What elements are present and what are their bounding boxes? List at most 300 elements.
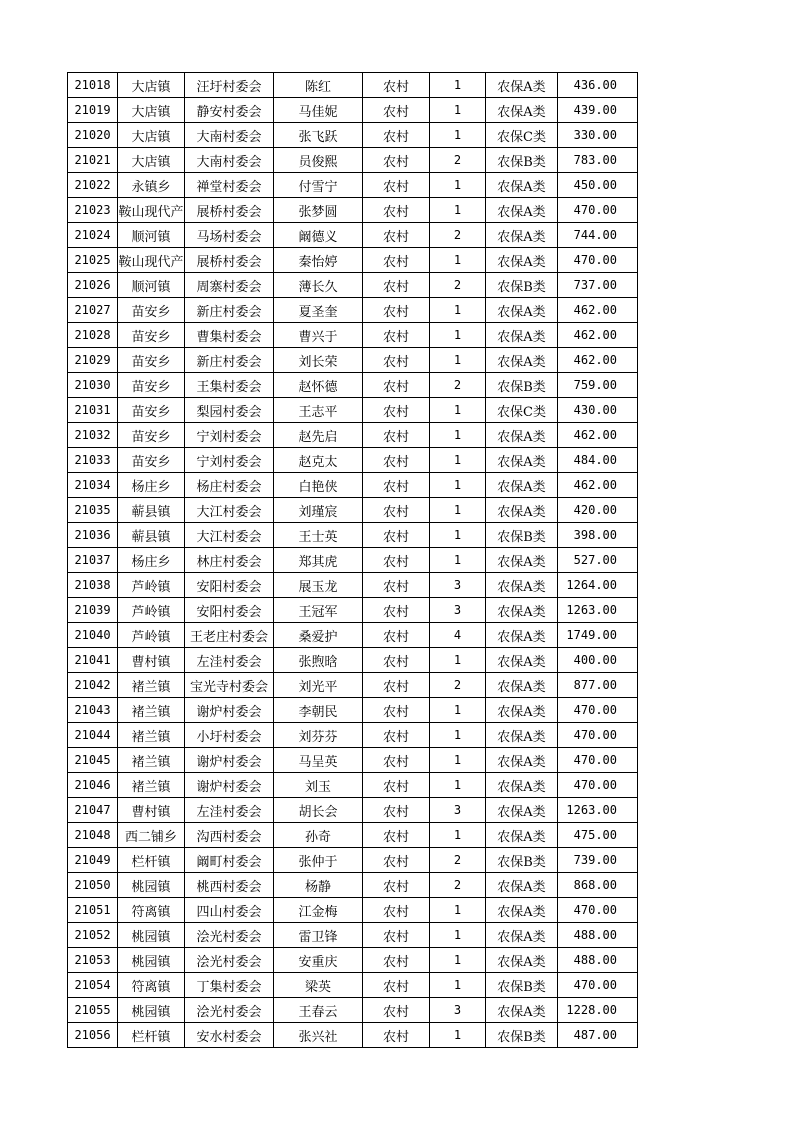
household-count-cell: 1: [430, 1023, 486, 1048]
village-committee-cell: 展桥村委会: [185, 248, 274, 273]
amount-cell: 484.00: [558, 448, 638, 473]
insurance-class-cell: 农保A类: [486, 323, 558, 348]
amount-cell: 436.00: [558, 73, 638, 98]
name-cell: 马佳妮: [274, 98, 363, 123]
household-count-cell: 2: [430, 673, 486, 698]
area-type-cell: 农村: [363, 673, 430, 698]
name-cell: 江金梅: [274, 898, 363, 923]
township-cell: 褚兰镇: [118, 748, 185, 773]
name-cell: 孙奇: [274, 823, 363, 848]
table-row: [68, 473, 638, 498]
insurance-class-cell: 农保A类: [486, 623, 558, 648]
name-cell: 陈红: [274, 73, 363, 98]
insurance-class-cell: 农保B类: [486, 148, 558, 173]
area-type-cell: 农村: [363, 123, 430, 148]
insurance-class-cell: 农保A类: [486, 723, 558, 748]
household-count-cell: 1: [430, 973, 486, 998]
table-row: [68, 323, 638, 348]
name-cell: 员俊熙: [274, 148, 363, 173]
table-row: [68, 623, 638, 648]
record-id-cell: 21049: [68, 848, 118, 873]
township-cell: 鞍山现代产: [118, 248, 185, 273]
insurance-class-cell: 农保B类: [486, 373, 558, 398]
table-row: [68, 898, 638, 923]
village-committee-cell: 安水村委会: [185, 1023, 274, 1048]
area-type-cell: 农村: [363, 723, 430, 748]
area-type-cell: 农村: [363, 873, 430, 898]
amount-cell: 450.00: [558, 173, 638, 198]
amount-cell: 737.00: [558, 273, 638, 298]
name-cell: 胡长会: [274, 798, 363, 823]
table-row: [68, 673, 638, 698]
record-id-cell: 21037: [68, 548, 118, 573]
village-committee-cell: 杨庄村委会: [185, 473, 274, 498]
village-committee-cell: 周寨村委会: [185, 273, 274, 298]
household-count-cell: 2: [430, 273, 486, 298]
household-count-cell: 3: [430, 573, 486, 598]
insurance-class-cell: 农保A类: [486, 73, 558, 98]
village-committee-cell: 马场村委会: [185, 223, 274, 248]
table-row: [68, 223, 638, 248]
insurance-class-cell: 农保A类: [486, 448, 558, 473]
name-cell: 秦怡婷: [274, 248, 363, 273]
amount-cell: 739.00: [558, 848, 638, 873]
record-id-cell: 21046: [68, 773, 118, 798]
amount-cell: 462.00: [558, 348, 638, 373]
village-committee-cell: 汪圩村委会: [185, 73, 274, 98]
table-row: [68, 823, 638, 848]
area-type-cell: 农村: [363, 573, 430, 598]
township-cell: 大店镇: [118, 98, 185, 123]
name-cell: 杨静: [274, 873, 363, 898]
record-id-cell: 21026: [68, 273, 118, 298]
village-committee-cell: 宁刘村委会: [185, 448, 274, 473]
household-count-cell: 1: [430, 423, 486, 448]
name-cell: 安重庆: [274, 948, 363, 973]
insurance-class-cell: 农保B类: [486, 273, 558, 298]
table-body: [68, 73, 638, 1048]
household-count-cell: 1: [430, 948, 486, 973]
table-row: [68, 548, 638, 573]
name-cell: 王士英: [274, 523, 363, 548]
area-type-cell: 农村: [363, 398, 430, 423]
village-committee-cell: 四山村委会: [185, 898, 274, 923]
insurance-class-cell: 农保A类: [486, 873, 558, 898]
household-count-cell: 2: [430, 223, 486, 248]
insurance-class-cell: 农保A类: [486, 773, 558, 798]
name-cell: 赵先启: [274, 423, 363, 448]
amount-cell: 744.00: [558, 223, 638, 248]
village-committee-cell: 小圩村委会: [185, 723, 274, 748]
name-cell: 张煦晗: [274, 648, 363, 673]
household-count-cell: 1: [430, 648, 486, 673]
amount-cell: 470.00: [558, 748, 638, 773]
table-row: [68, 573, 638, 598]
table-row: [68, 998, 638, 1023]
township-cell: 顺河镇: [118, 273, 185, 298]
amount-cell: 488.00: [558, 923, 638, 948]
name-cell: 阚德义: [274, 223, 363, 248]
table-row: [68, 448, 638, 473]
insurance-class-cell: 农保B类: [486, 523, 558, 548]
table-row: [68, 723, 638, 748]
insurance-class-cell: 农保B类: [486, 973, 558, 998]
relief-roster-table: [67, 72, 638, 1048]
village-committee-cell: 宁刘村委会: [185, 423, 274, 448]
record-id-cell: 21030: [68, 373, 118, 398]
insurance-class-cell: 农保A类: [486, 648, 558, 673]
table-row: [68, 1023, 638, 1048]
village-committee-cell: 谢炉村委会: [185, 748, 274, 773]
amount-cell: 430.00: [558, 398, 638, 423]
area-type-cell: 农村: [363, 623, 430, 648]
area-type-cell: 农村: [363, 648, 430, 673]
record-id-cell: 21024: [68, 223, 118, 248]
village-committee-cell: 桃西村委会: [185, 873, 274, 898]
insurance-class-cell: 农保A类: [486, 548, 558, 573]
name-cell: 付雪宁: [274, 173, 363, 198]
table-row: [68, 598, 638, 623]
area-type-cell: 农村: [363, 848, 430, 873]
township-cell: 桃园镇: [118, 998, 185, 1023]
township-cell: 大店镇: [118, 73, 185, 98]
name-cell: 雷卫锋: [274, 923, 363, 948]
table-row: [68, 73, 638, 98]
name-cell: 刘玉: [274, 773, 363, 798]
amount-cell: 1228.00: [558, 998, 638, 1023]
record-id-cell: 21034: [68, 473, 118, 498]
insurance-class-cell: 农保A类: [486, 598, 558, 623]
village-committee-cell: 大南村委会: [185, 123, 274, 148]
record-id-cell: 21027: [68, 298, 118, 323]
area-type-cell: 农村: [363, 198, 430, 223]
name-cell: 王春云: [274, 998, 363, 1023]
household-count-cell: 1: [430, 773, 486, 798]
amount-cell: 868.00: [558, 873, 638, 898]
name-cell: 马呈英: [274, 748, 363, 773]
area-type-cell: 农村: [363, 698, 430, 723]
insurance-class-cell: 农保A类: [486, 98, 558, 123]
village-committee-cell: 林庄村委会: [185, 548, 274, 573]
table-row: [68, 123, 638, 148]
amount-cell: 475.00: [558, 823, 638, 848]
amount-cell: 470.00: [558, 198, 638, 223]
record-id-cell: 21052: [68, 923, 118, 948]
name-cell: 张飞跃: [274, 123, 363, 148]
record-id-cell: 21050: [68, 873, 118, 898]
township-cell: 西二铺乡: [118, 823, 185, 848]
household-count-cell: 1: [430, 748, 486, 773]
village-committee-cell: 展桥村委会: [185, 198, 274, 223]
village-committee-cell: 宝光寺村委会: [185, 673, 274, 698]
record-id-cell: 21048: [68, 823, 118, 848]
name-cell: 展玉龙: [274, 573, 363, 598]
record-id-cell: 21025: [68, 248, 118, 273]
household-count-cell: 3: [430, 798, 486, 823]
record-id-cell: 21035: [68, 498, 118, 523]
insurance-class-cell: 农保A类: [486, 498, 558, 523]
amount-cell: 488.00: [558, 948, 638, 973]
area-type-cell: 农村: [363, 423, 430, 448]
area-type-cell: 农村: [363, 598, 430, 623]
township-cell: 苗安乡: [118, 298, 185, 323]
name-cell: 夏圣奎: [274, 298, 363, 323]
township-cell: 大店镇: [118, 123, 185, 148]
township-cell: 杨庄乡: [118, 548, 185, 573]
record-id-cell: 21042: [68, 673, 118, 698]
name-cell: 赵怀德: [274, 373, 363, 398]
insurance-class-cell: 农保C类: [486, 123, 558, 148]
township-cell: 褚兰镇: [118, 723, 185, 748]
name-cell: 刘长荣: [274, 348, 363, 373]
household-count-cell: 1: [430, 73, 486, 98]
name-cell: 赵克太: [274, 448, 363, 473]
household-count-cell: 1: [430, 348, 486, 373]
insurance-class-cell: 农保A类: [486, 698, 558, 723]
household-count-cell: 3: [430, 598, 486, 623]
insurance-class-cell: 农保A类: [486, 748, 558, 773]
household-count-cell: 1: [430, 698, 486, 723]
area-type-cell: 农村: [363, 223, 430, 248]
insurance-class-cell: 农保A类: [486, 173, 558, 198]
village-committee-cell: 安阳村委会: [185, 573, 274, 598]
village-committee-cell: 浍光村委会: [185, 998, 274, 1023]
insurance-class-cell: 农保A类: [486, 798, 558, 823]
household-count-cell: 1: [430, 248, 486, 273]
table-row: [68, 423, 638, 448]
village-committee-cell: 曹集村委会: [185, 323, 274, 348]
area-type-cell: 农村: [363, 73, 430, 98]
township-cell: 桃园镇: [118, 923, 185, 948]
household-count-cell: 1: [430, 198, 486, 223]
household-count-cell: 1: [430, 448, 486, 473]
amount-cell: 470.00: [558, 698, 638, 723]
table-row: [68, 748, 638, 773]
amount-cell: 470.00: [558, 773, 638, 798]
record-id-cell: 21039: [68, 598, 118, 623]
insurance-class-cell: 农保C类: [486, 398, 558, 423]
township-cell: 蕲县镇: [118, 498, 185, 523]
village-committee-cell: 谢炉村委会: [185, 773, 274, 798]
township-cell: 苗安乡: [118, 323, 185, 348]
amount-cell: 759.00: [558, 373, 638, 398]
record-id-cell: 21055: [68, 998, 118, 1023]
area-type-cell: 农村: [363, 448, 430, 473]
area-type-cell: 农村: [363, 98, 430, 123]
township-cell: 顺河镇: [118, 223, 185, 248]
household-count-cell: 2: [430, 873, 486, 898]
township-cell: 桃园镇: [118, 873, 185, 898]
amount-cell: 470.00: [558, 898, 638, 923]
insurance-class-cell: 农保A类: [486, 348, 558, 373]
amount-cell: 439.00: [558, 98, 638, 123]
village-committee-cell: 大江村委会: [185, 498, 274, 523]
village-committee-cell: 新庄村委会: [185, 348, 274, 373]
table-row: [68, 373, 638, 398]
insurance-class-cell: 农保A类: [486, 423, 558, 448]
village-committee-cell: 阚町村委会: [185, 848, 274, 873]
record-id-cell: 21041: [68, 648, 118, 673]
village-committee-cell: 左洼村委会: [185, 798, 274, 823]
household-count-cell: 1: [430, 473, 486, 498]
name-cell: 刘瑾宸: [274, 498, 363, 523]
household-count-cell: 1: [430, 898, 486, 923]
household-count-cell: 1: [430, 173, 486, 198]
amount-cell: 330.00: [558, 123, 638, 148]
amount-cell: 420.00: [558, 498, 638, 523]
township-cell: 桃园镇: [118, 948, 185, 973]
area-type-cell: 农村: [363, 798, 430, 823]
record-id-cell: 21047: [68, 798, 118, 823]
township-cell: 栏杆镇: [118, 848, 185, 873]
name-cell: 桑爱护: [274, 623, 363, 648]
table-row: [68, 298, 638, 323]
record-id-cell: 21036: [68, 523, 118, 548]
record-id-cell: 21022: [68, 173, 118, 198]
township-cell: 大店镇: [118, 148, 185, 173]
table-row: [68, 273, 638, 298]
area-type-cell: 农村: [363, 523, 430, 548]
insurance-class-cell: 农保B类: [486, 1023, 558, 1048]
name-cell: 张仲于: [274, 848, 363, 873]
township-cell: 曹村镇: [118, 798, 185, 823]
amount-cell: 462.00: [558, 298, 638, 323]
insurance-class-cell: 农保A类: [486, 673, 558, 698]
insurance-class-cell: 农保A类: [486, 223, 558, 248]
insurance-class-cell: 农保A类: [486, 198, 558, 223]
area-type-cell: 农村: [363, 298, 430, 323]
area-type-cell: 农村: [363, 373, 430, 398]
area-type-cell: 农村: [363, 273, 430, 298]
village-committee-cell: 王集村委会: [185, 373, 274, 398]
table-row: [68, 973, 638, 998]
name-cell: 薄长久: [274, 273, 363, 298]
village-committee-cell: 沟西村委会: [185, 823, 274, 848]
insurance-class-cell: 农保A类: [486, 473, 558, 498]
table-row: [68, 398, 638, 423]
record-id-cell: 21045: [68, 748, 118, 773]
area-type-cell: 农村: [363, 473, 430, 498]
village-committee-cell: 静安村委会: [185, 98, 274, 123]
record-id-cell: 21040: [68, 623, 118, 648]
village-committee-cell: 左洼村委会: [185, 648, 274, 673]
township-cell: 苗安乡: [118, 373, 185, 398]
record-id-cell: 21032: [68, 423, 118, 448]
household-count-cell: 1: [430, 298, 486, 323]
insurance-class-cell: 农保A类: [486, 948, 558, 973]
record-id-cell: 21023: [68, 198, 118, 223]
township-cell: 褚兰镇: [118, 673, 185, 698]
table-row: [68, 173, 638, 198]
amount-cell: 1264.00: [558, 573, 638, 598]
insurance-class-cell: 农保B类: [486, 848, 558, 873]
table-row: [68, 948, 638, 973]
amount-cell: 470.00: [558, 973, 638, 998]
insurance-class-cell: 农保A类: [486, 898, 558, 923]
record-id-cell: 21020: [68, 123, 118, 148]
area-type-cell: 农村: [363, 323, 430, 348]
township-cell: 苗安乡: [118, 448, 185, 473]
record-id-cell: 21044: [68, 723, 118, 748]
table-row: [68, 98, 638, 123]
household-count-cell: 4: [430, 623, 486, 648]
household-count-cell: 1: [430, 523, 486, 548]
township-cell: 永镇乡: [118, 173, 185, 198]
township-cell: 鞍山现代产: [118, 198, 185, 223]
table-row: [68, 698, 638, 723]
household-count-cell: 1: [430, 323, 486, 348]
table-row: [68, 148, 638, 173]
insurance-class-cell: 农保A类: [486, 573, 558, 598]
record-id-cell: 21051: [68, 898, 118, 923]
name-cell: 张梦圆: [274, 198, 363, 223]
record-id-cell: 21029: [68, 348, 118, 373]
record-id-cell: 21038: [68, 573, 118, 598]
township-cell: 曹村镇: [118, 648, 185, 673]
township-cell: 苗安乡: [118, 398, 185, 423]
township-cell: 褚兰镇: [118, 698, 185, 723]
table-row: [68, 523, 638, 548]
village-committee-cell: 丁集村委会: [185, 973, 274, 998]
amount-cell: 527.00: [558, 548, 638, 573]
insurance-class-cell: 农保A类: [486, 298, 558, 323]
amount-cell: 1749.00: [558, 623, 638, 648]
name-cell: 李朝民: [274, 698, 363, 723]
table-row: [68, 248, 638, 273]
township-cell: 符离镇: [118, 898, 185, 923]
village-committee-cell: 梨园村委会: [185, 398, 274, 423]
area-type-cell: 农村: [363, 348, 430, 373]
area-type-cell: 农村: [363, 923, 430, 948]
area-type-cell: 农村: [363, 773, 430, 798]
table-row: [68, 798, 638, 823]
household-count-cell: 1: [430, 723, 486, 748]
name-cell: 王冠军: [274, 598, 363, 623]
area-type-cell: 农村: [363, 748, 430, 773]
record-id-cell: 21018: [68, 73, 118, 98]
household-count-cell: 1: [430, 123, 486, 148]
amount-cell: 1263.00: [558, 798, 638, 823]
record-id-cell: 21054: [68, 973, 118, 998]
township-cell: 芦岭镇: [118, 573, 185, 598]
table-row: [68, 498, 638, 523]
insurance-class-cell: 农保A类: [486, 998, 558, 1023]
name-cell: 白艳侠: [274, 473, 363, 498]
area-type-cell: 农村: [363, 998, 430, 1023]
amount-cell: 470.00: [558, 248, 638, 273]
amount-cell: 1263.00: [558, 598, 638, 623]
township-cell: 蕲县镇: [118, 523, 185, 548]
name-cell: 梁英: [274, 973, 363, 998]
area-type-cell: 农村: [363, 948, 430, 973]
insurance-class-cell: 农保A类: [486, 248, 558, 273]
record-id-cell: 21056: [68, 1023, 118, 1048]
amount-cell: 462.00: [558, 423, 638, 448]
table-row: [68, 198, 638, 223]
table-row: [68, 923, 638, 948]
table-row: [68, 848, 638, 873]
amount-cell: 470.00: [558, 723, 638, 748]
area-type-cell: 农村: [363, 548, 430, 573]
household-count-cell: 1: [430, 98, 486, 123]
table-row: [68, 873, 638, 898]
area-type-cell: 农村: [363, 248, 430, 273]
village-committee-cell: 新庄村委会: [185, 298, 274, 323]
township-cell: 苗安乡: [118, 348, 185, 373]
household-count-cell: 1: [430, 398, 486, 423]
insurance-class-cell: 农保A类: [486, 923, 558, 948]
table-row: [68, 348, 638, 373]
